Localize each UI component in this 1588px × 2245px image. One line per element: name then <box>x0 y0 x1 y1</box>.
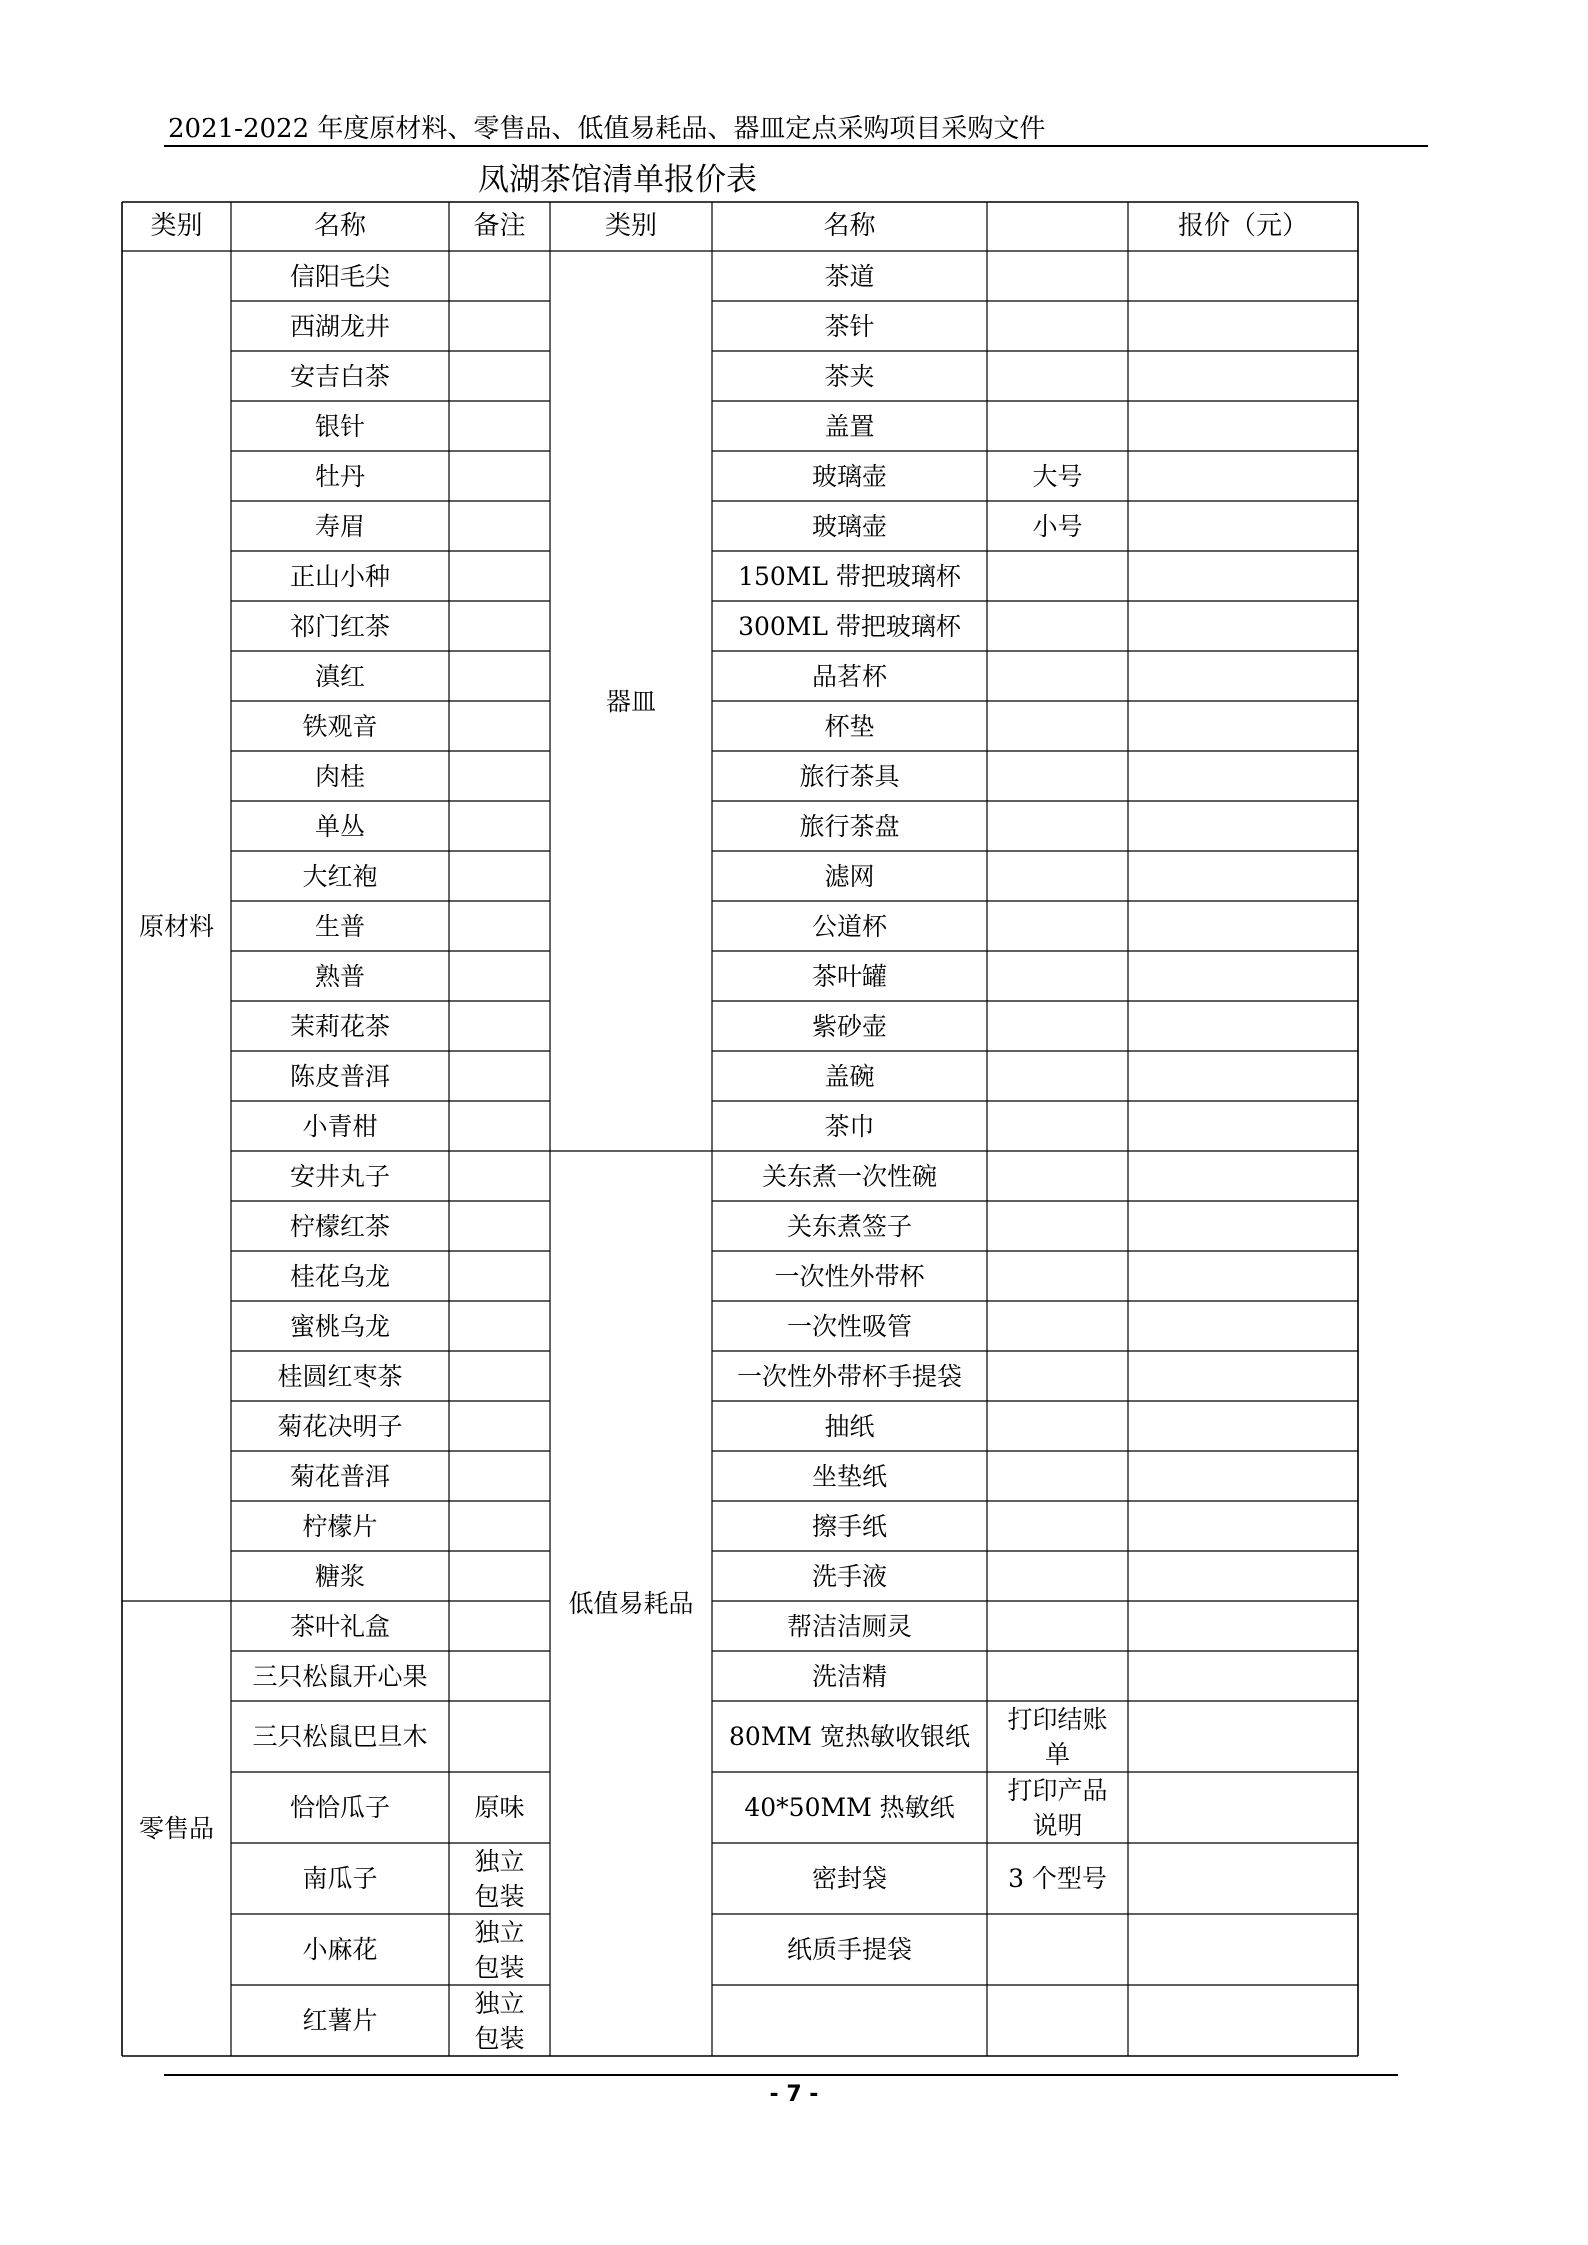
item-name-cell: 洗洁精 <box>811 1661 887 1691</box>
price-cell <box>1128 551 1358 601</box>
item-note-cell <box>987 251 1128 301</box>
item-name-cell: 菊花普洱 <box>289 1461 390 1491</box>
item-note-cell <box>449 1551 550 1601</box>
item-note-cell <box>449 1651 550 1701</box>
item-name-cell: 品茗杯 <box>811 661 887 691</box>
item-note-cell <box>987 851 1128 901</box>
price-cell <box>1128 1151 1358 1201</box>
item-name-cell: 盖碗 <box>824 1061 875 1091</box>
item-name-cell: 糖浆 <box>314 1561 365 1591</box>
price-cell <box>1128 501 1358 551</box>
item-name-cell: 抽纸 <box>824 1411 875 1441</box>
item-note-cell <box>987 1101 1128 1151</box>
item-note-cell <box>449 851 550 901</box>
item-name-cell: 玻璃壶 <box>811 461 887 491</box>
item-name-cell: 杯垫 <box>824 711 875 741</box>
item-name-cell: 小麻花 <box>302 1935 378 1964</box>
price-cell <box>1128 1501 1358 1551</box>
header-cell <box>987 202 1128 251</box>
item-name-cell: 菊花决明子 <box>277 1411 403 1441</box>
item-note-cell <box>449 1301 550 1351</box>
item-name-cell: 一次性吸管 <box>786 1311 912 1341</box>
item-note-cell <box>449 401 550 451</box>
item-name-cell: 洗手液 <box>811 1561 887 1591</box>
price-cell <box>1128 1101 1358 1151</box>
item-note-cell <box>987 1001 1128 1051</box>
item-name-cell: 茶道 <box>824 261 875 291</box>
item-name-cell: 40*50MM 热敏纸 <box>744 1793 955 1822</box>
item-name-cell: 桂圆红枣茶 <box>277 1361 403 1391</box>
item-note-cell <box>449 1251 550 1301</box>
item-name-cell: 桂花乌龙 <box>289 1261 390 1291</box>
item-note-cell: 独立 包装 <box>474 1846 525 1911</box>
item-note-cell: 大号 <box>1032 461 1083 491</box>
item-note-cell <box>449 601 550 651</box>
item-name-cell: 密封袋 <box>811 1864 887 1893</box>
item-name-cell: 安井丸子 <box>289 1161 390 1191</box>
price-cell <box>1128 1985 1358 2056</box>
item-note-cell <box>449 1201 550 1251</box>
item-name-cell: 玻璃壶 <box>811 511 887 541</box>
item-name-cell: 盖置 <box>824 411 875 441</box>
item-name-cell: 南瓜子 <box>302 1864 378 1893</box>
item-name-cell: 陈皮普洱 <box>289 1061 390 1091</box>
footer-rule <box>164 2074 1398 2076</box>
price-cell <box>1128 1914 1358 1985</box>
item-name-cell: 茶针 <box>824 311 875 341</box>
price-cell <box>1128 651 1358 701</box>
item-name-cell: 旅行茶具 <box>799 761 900 791</box>
item-name-cell: 肉桂 <box>314 761 365 791</box>
item-note-cell: 原味 <box>474 1793 525 1822</box>
item-name-cell: 铁观音 <box>302 711 378 741</box>
price-cell <box>1128 1201 1358 1251</box>
item-name-cell: 旅行茶盘 <box>799 811 900 841</box>
price-cell <box>1128 1551 1358 1601</box>
item-name-cell: 生普 <box>314 911 365 941</box>
price-cell <box>1128 701 1358 751</box>
item-name-cell: 牡丹 <box>314 461 365 491</box>
item-name-cell: 蜜桃乌龙 <box>289 1311 390 1341</box>
item-note-cell <box>449 1501 550 1551</box>
item-name-cell: 纸质手提袋 <box>786 1935 912 1964</box>
price-cell <box>1128 1351 1358 1401</box>
category-cell: 低值易耗品 <box>568 1589 694 1618</box>
price-cell <box>1128 251 1358 301</box>
item-note-cell <box>449 1601 550 1651</box>
price-cell <box>1128 1051 1358 1101</box>
price-cell <box>1128 301 1358 351</box>
category-cell: 器皿 <box>605 686 656 716</box>
item-note-cell: 打印产品 说明 <box>1007 1775 1108 1840</box>
item-note-cell <box>987 1051 1128 1101</box>
price-cell <box>1128 901 1358 951</box>
item-note-cell <box>987 1151 1128 1201</box>
header-cell: 名称 <box>823 211 876 241</box>
header-rule <box>164 145 1428 147</box>
item-name-cell: 滇红 <box>314 661 365 691</box>
item-name-cell: 茉莉花茶 <box>289 1011 390 1041</box>
item-note-cell <box>987 1251 1128 1301</box>
item-note-cell: 打印结账 单 <box>1007 1704 1108 1769</box>
item-name-cell: 80MM 宽热敏收银纸 <box>729 1722 970 1751</box>
price-cell <box>1128 1401 1358 1451</box>
item-name-cell: 一次性外带杯手提袋 <box>736 1361 962 1391</box>
header-cell: 类别 <box>150 211 203 241</box>
header-cell: 备注 <box>473 211 526 241</box>
item-note-cell <box>449 651 550 701</box>
item-name-cell: 柠檬片 <box>302 1511 378 1541</box>
price-cell <box>1128 1001 1358 1051</box>
item-name-cell: 关东煮一次性碗 <box>761 1161 937 1191</box>
price-cell <box>1128 1651 1358 1701</box>
quote-table <box>122 202 1358 2058</box>
item-name-cell: 帮洁洁厕灵 <box>786 1611 912 1641</box>
item-note-cell <box>987 1401 1128 1451</box>
item-note-cell <box>449 1401 550 1451</box>
price-cell <box>1128 1843 1358 1914</box>
price-cell <box>1128 801 1358 851</box>
item-note-cell <box>987 1201 1128 1251</box>
item-note-cell <box>987 901 1128 951</box>
price-cell <box>1128 851 1358 901</box>
item-note-cell <box>449 701 550 751</box>
item-note-cell <box>987 401 1128 451</box>
item-note-cell <box>987 301 1128 351</box>
item-note-cell <box>449 1001 550 1051</box>
item-note-cell <box>449 1151 550 1201</box>
item-note-cell <box>987 1914 1128 1985</box>
price-cell <box>1128 1772 1358 1843</box>
item-name-cell: 滤网 <box>824 861 875 891</box>
item-note-cell <box>449 1701 550 1772</box>
item-note-cell <box>987 351 1128 401</box>
item-note-cell <box>987 801 1128 851</box>
item-note-cell <box>449 1351 550 1401</box>
item-name-cell: 红薯片 <box>302 2006 378 2035</box>
item-note-cell <box>987 1651 1128 1701</box>
item-note-cell <box>987 1451 1128 1501</box>
item-name-cell: 茶夹 <box>824 361 875 391</box>
item-name-cell: 茶叶罐 <box>811 961 887 991</box>
item-note-cell <box>987 1501 1128 1551</box>
price-cell <box>1128 1301 1358 1351</box>
item-name-cell: 一次性外带杯 <box>774 1261 925 1291</box>
document-header: 2021-2022 年度原材料、零售品、低值易耗品、器皿定点采购项目采购文件 <box>168 114 1046 144</box>
price-cell <box>1128 601 1358 651</box>
price-cell <box>1128 401 1358 451</box>
item-note-cell <box>449 551 550 601</box>
item-name-cell: 茶巾 <box>824 1111 875 1141</box>
item-name-cell <box>712 1985 987 2056</box>
price-cell <box>1128 1601 1358 1651</box>
price-cell <box>1128 751 1358 801</box>
price-cell <box>1128 951 1358 1001</box>
item-name-cell: 单丛 <box>314 811 365 841</box>
item-note-cell <box>987 1301 1128 1351</box>
item-name-cell: 坐垫纸 <box>811 1461 887 1491</box>
item-name-cell: 熟普 <box>314 961 365 991</box>
item-name-cell: 公道杯 <box>811 911 887 941</box>
item-note-cell <box>987 1351 1128 1401</box>
item-note-cell <box>449 1051 550 1101</box>
item-name-cell: 150ML 带把玻璃杯 <box>738 561 961 591</box>
item-note-cell <box>987 1601 1128 1651</box>
header-cell: 报价（元） <box>1177 211 1308 241</box>
item-note-cell <box>449 301 550 351</box>
item-note-cell <box>449 1101 550 1151</box>
price-cell <box>1128 351 1358 401</box>
item-note-cell: 独立 包装 <box>474 1988 525 2053</box>
item-note-cell <box>449 251 550 301</box>
item-name-cell: 柠檬红茶 <box>289 1211 390 1241</box>
item-note-cell <box>449 501 550 551</box>
document-title: 凤湖茶馆清单报价表 <box>478 162 757 198</box>
item-name-cell: 大红袍 <box>302 861 378 891</box>
item-name-cell: 安吉白茶 <box>289 361 390 391</box>
item-name-cell: 300ML 带把玻璃杯 <box>738 611 961 641</box>
item-note-cell <box>987 951 1128 1001</box>
item-note-cell: 小号 <box>1032 511 1083 541</box>
item-note-cell <box>987 1985 1128 2056</box>
item-name-cell: 关东煮签子 <box>786 1211 912 1241</box>
item-name-cell: 三只松鼠巴旦木 <box>252 1722 428 1751</box>
item-note-cell <box>449 351 550 401</box>
item-name-cell: 正山小种 <box>289 561 390 591</box>
item-note-cell <box>449 901 550 951</box>
item-name-cell: 小青柑 <box>302 1111 378 1141</box>
item-note-cell <box>987 551 1128 601</box>
price-cell <box>1128 1251 1358 1301</box>
price-cell <box>1128 1451 1358 1501</box>
item-note-cell: 3 个型号 <box>1008 1864 1107 1893</box>
item-note-cell <box>449 951 550 1001</box>
item-note-cell <box>449 1451 550 1501</box>
item-note-cell: 独立 包装 <box>474 1917 525 1982</box>
item-name-cell: 寿眉 <box>314 511 365 541</box>
item-name-cell: 祁门红茶 <box>289 611 390 641</box>
item-note-cell <box>449 751 550 801</box>
item-name-cell: 茶叶礼盒 <box>289 1611 390 1641</box>
item-name-cell: 银针 <box>314 411 365 441</box>
item-note-cell <box>987 601 1128 651</box>
item-name-cell: 紫砂壶 <box>811 1011 887 1041</box>
item-note-cell <box>987 701 1128 751</box>
price-cell <box>1128 1701 1358 1772</box>
item-note-cell <box>449 801 550 851</box>
price-cell <box>1128 451 1358 501</box>
item-note-cell <box>987 751 1128 801</box>
item-note-cell <box>987 1551 1128 1601</box>
item-name-cell: 三只松鼠开心果 <box>252 1661 428 1691</box>
item-name-cell: 西湖龙井 <box>289 311 390 341</box>
item-note-cell <box>987 651 1128 701</box>
header-cell: 名称 <box>313 211 366 241</box>
item-note-cell <box>449 451 550 501</box>
category-cell: 原材料 <box>138 911 214 941</box>
item-name-cell: 恰恰瓜子 <box>289 1793 390 1822</box>
page-number: - 7 - <box>769 2082 819 2107</box>
category-cell: 零售品 <box>138 1814 214 1843</box>
item-name-cell: 信阳毛尖 <box>289 261 390 291</box>
header-cell: 类别 <box>604 211 657 241</box>
item-name-cell: 擦手纸 <box>811 1511 887 1541</box>
